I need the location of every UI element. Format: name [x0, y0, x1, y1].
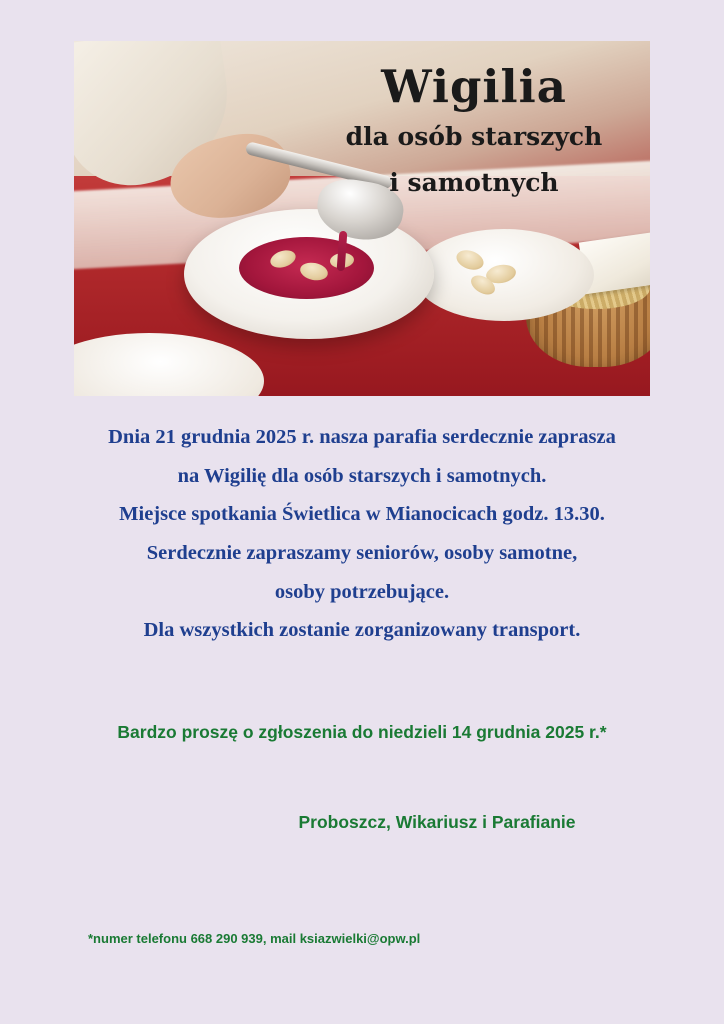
body-line: osoby potrzebujące. — [274, 580, 450, 603]
image-title-block — [324, 60, 624, 201]
image-subtitle-line-1: dla osób starszych — [345, 122, 603, 152]
body-line: Miejsce spotkania Świetlica w Mianocicach godz. 13.30. — [119, 503, 605, 526]
body-line: Serdecznie zapraszamy seniorów, osoby samotne, — [146, 542, 578, 565]
poster-image — [74, 41, 650, 396]
body-line: na Wigilię dla osób starszych i samotnych. — [177, 464, 547, 487]
body-line: Dla wszystkich zostanie zorganizowany transport. — [143, 619, 581, 642]
signature: Proboszcz, Wikariusz i Parafianie — [298, 812, 576, 832]
registration-note: Bardzo proszę o zgłoszenia do niedzieli 14 grudnia 2025 r.* — [117, 722, 607, 742]
body-line: Dnia 21 grudnia 2025 r. nasza parafia serdecznie zaprasza — [108, 426, 616, 448]
contact-footnote: *numer telefonu 668 290 939, mail ksiazwielki@opw.pl — [88, 931, 421, 946]
invitation-body — [0, 424, 724, 656]
photo-canvas — [74, 41, 650, 396]
image-subtitle-line-2: i samotnych — [389, 167, 559, 197]
image-title: Wigilia — [381, 60, 567, 113]
